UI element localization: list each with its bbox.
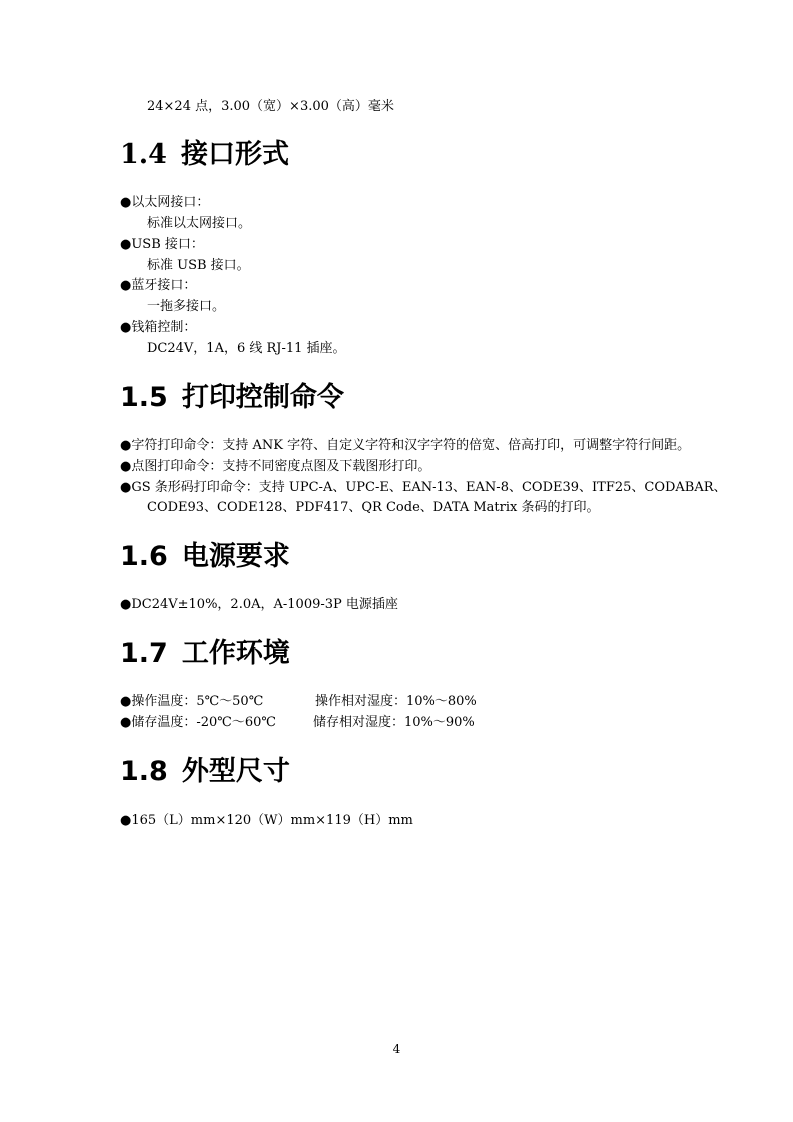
section-number: 1.4 — [120, 139, 167, 170]
list-item: ●点图打印命令：支持不同密度点图及下载图形打印。 — [120, 459, 431, 474]
list-item-detail: 一拖多接口。 — [147, 299, 226, 314]
list-item: ●蓝牙接口： — [120, 278, 197, 293]
list-item: ●以太网接口： — [120, 195, 210, 210]
section-number: 1.6 — [120, 541, 168, 572]
section-title: 工作环境 — [181, 638, 290, 669]
section-heading-1-7 — [120, 638, 290, 670]
page-number: 4 — [392, 1042, 401, 1056]
section-title: 接口形式 — [180, 139, 289, 170]
section-heading-1-6 — [120, 541, 290, 573]
section-number: 1.7 — [120, 638, 168, 669]
list-item: ●字符打印命令：支持 ANK 字符、自定义字符和汉字字符的倍宽、倍高打印，可调整字符行间距。 — [120, 438, 691, 453]
section-title: 电源要求 — [181, 541, 290, 572]
list-item: ●操作温度：5℃～50℃ — [120, 694, 264, 709]
list-item: ●USB 接口： — [120, 237, 204, 252]
section-number: 1.8 — [120, 756, 168, 787]
list-item-right: 储存相对湿度：10%～90% — [313, 715, 475, 730]
list-item-detail: DC24V，1A，6 线 RJ-11 插座。 — [147, 341, 346, 356]
list-item: ●GS 条形码打印命令：支持 UPC-A、UPC-E、EAN-13、EAN-8、CODE39、ITF25、CODABAR、 — [120, 480, 727, 495]
list-item: ●165（L）mm×120（W）mm×119（H）mm — [120, 813, 413, 828]
section-title: 打印控制命令 — [181, 382, 344, 413]
list-item: ●DC24V±10%，2.0A，A-1009-3P 电源插座 — [120, 597, 398, 612]
list-item: ●钱箱控制： — [120, 320, 197, 335]
section-heading-1-8 — [120, 756, 290, 788]
list-item-continuation: CODE93、CODE128、PDF417、QR Code、DATA Matrix 条码的打印。 — [147, 500, 600, 515]
section-title: 外型尺寸 — [181, 756, 290, 787]
list-item-right: 操作相对湿度：10%～80% — [315, 694, 477, 709]
section-heading-1-4 — [120, 139, 289, 171]
list-item-detail: 标准以太网接口。 — [147, 216, 252, 231]
list-item: ●储存温度：-20℃～60℃ — [120, 715, 276, 730]
list-item-detail: 标准 USB 接口。 — [147, 258, 250, 273]
section-number: 1.5 — [120, 382, 168, 413]
section-heading-1-5 — [120, 382, 344, 414]
top-line: 24×24 点，3.00（宽）×3.00（高）毫米 — [147, 99, 394, 114]
